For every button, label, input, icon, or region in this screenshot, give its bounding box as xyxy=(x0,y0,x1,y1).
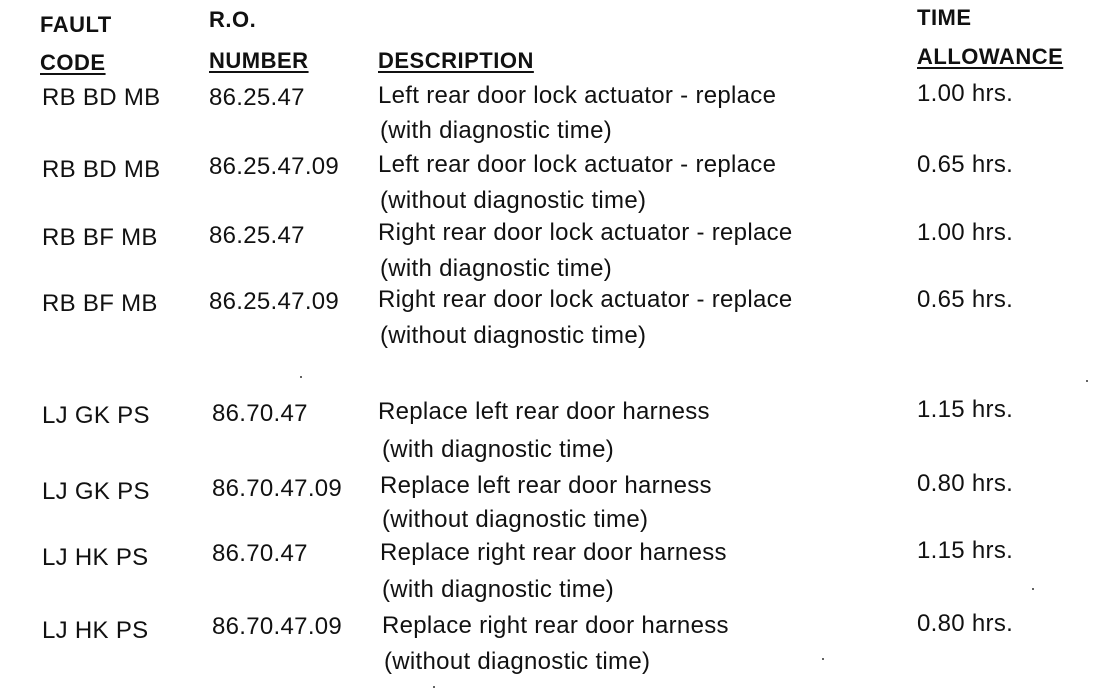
row-5-description: Replace left rear door harness xyxy=(378,398,710,425)
header-time-allowance-line2: ALLOWANCE xyxy=(917,44,1064,69)
scan-speck xyxy=(822,658,824,660)
header-fault-code-line1: FAULT xyxy=(40,12,112,37)
header-ro-number-line2: NUMBER xyxy=(209,48,309,73)
row-2-ro-number: 86.25.47.09 xyxy=(209,153,340,180)
row-1-description: Left rear door lock actuator - replace xyxy=(378,82,777,109)
row-8-ro-number: 86.70.47.09 xyxy=(212,613,343,640)
scan-speck xyxy=(1032,588,1034,590)
scan-speck xyxy=(1086,380,1088,382)
header-time-allowance-line1: TIME xyxy=(917,5,972,30)
row-6-description-note: (without diagnostic time) xyxy=(382,506,649,533)
header-fault-code-line2: CODE xyxy=(40,50,106,75)
row-8-description-note: (without diagnostic time) xyxy=(384,648,651,675)
row-6-time-allowance: 0.80 hrs. xyxy=(917,470,1014,497)
row-7-description-note: (with diagnostic time) xyxy=(382,576,615,603)
row-7-description: Replace right rear door harness xyxy=(380,539,727,566)
row-8-time-allowance: 0.80 hrs. xyxy=(917,610,1014,637)
row-3-ro-number: 86.25.47 xyxy=(209,222,305,249)
row-4-description-note: (without diagnostic time) xyxy=(380,322,647,349)
row-1-ro-number: 86.25.47 xyxy=(209,84,305,111)
scan-speck xyxy=(300,376,302,378)
row-1-time-allowance: 1.00 hrs. xyxy=(917,80,1014,107)
row-4-time-allowance: 0.65 hrs. xyxy=(917,286,1014,313)
row-8-fault-code: LJ HK PS xyxy=(42,617,149,644)
row-1-fault-code: RB BD MB xyxy=(42,84,161,111)
row-3-fault-code: RB BF MB xyxy=(42,224,158,251)
row-2-time-allowance: 0.65 hrs. xyxy=(917,151,1014,178)
row-1-description-note: (with diagnostic time) xyxy=(380,117,613,144)
row-6-ro-number: 86.70.47.09 xyxy=(212,475,343,502)
row-7-fault-code: LJ HK PS xyxy=(42,544,149,571)
row-2-fault-code: RB BD MB xyxy=(42,156,161,183)
row-6-description: Replace left rear door harness xyxy=(380,472,712,499)
row-4-description: Right rear door lock actuator - replace xyxy=(378,286,793,313)
row-2-description: Left rear door lock actuator - replace xyxy=(378,151,777,178)
row-5-ro-number: 86.70.47 xyxy=(212,400,308,427)
row-3-time-allowance: 1.00 hrs. xyxy=(917,219,1014,246)
row-3-description-note: (with diagnostic time) xyxy=(380,255,613,282)
row-8-description: Replace right rear door harness xyxy=(382,612,729,639)
row-7-ro-number: 86.70.47 xyxy=(212,540,308,567)
row-2-description-note: (without diagnostic time) xyxy=(380,187,647,214)
scan-speck xyxy=(433,686,435,688)
header-description: DESCRIPTION xyxy=(378,48,534,73)
row-6-fault-code: LJ GK PS xyxy=(42,478,150,505)
header-ro-number-line1: R.O. xyxy=(209,7,257,32)
row-4-ro-number: 86.25.47.09 xyxy=(209,288,340,315)
row-5-time-allowance: 1.15 hrs. xyxy=(917,396,1014,423)
row-5-fault-code: LJ GK PS xyxy=(42,402,150,429)
row-7-time-allowance: 1.15 hrs. xyxy=(917,537,1014,564)
row-5-description-note: (with diagnostic time) xyxy=(382,436,615,463)
row-4-fault-code: RB BF MB xyxy=(42,290,158,317)
row-3-description: Right rear door lock actuator - replace xyxy=(378,219,793,246)
